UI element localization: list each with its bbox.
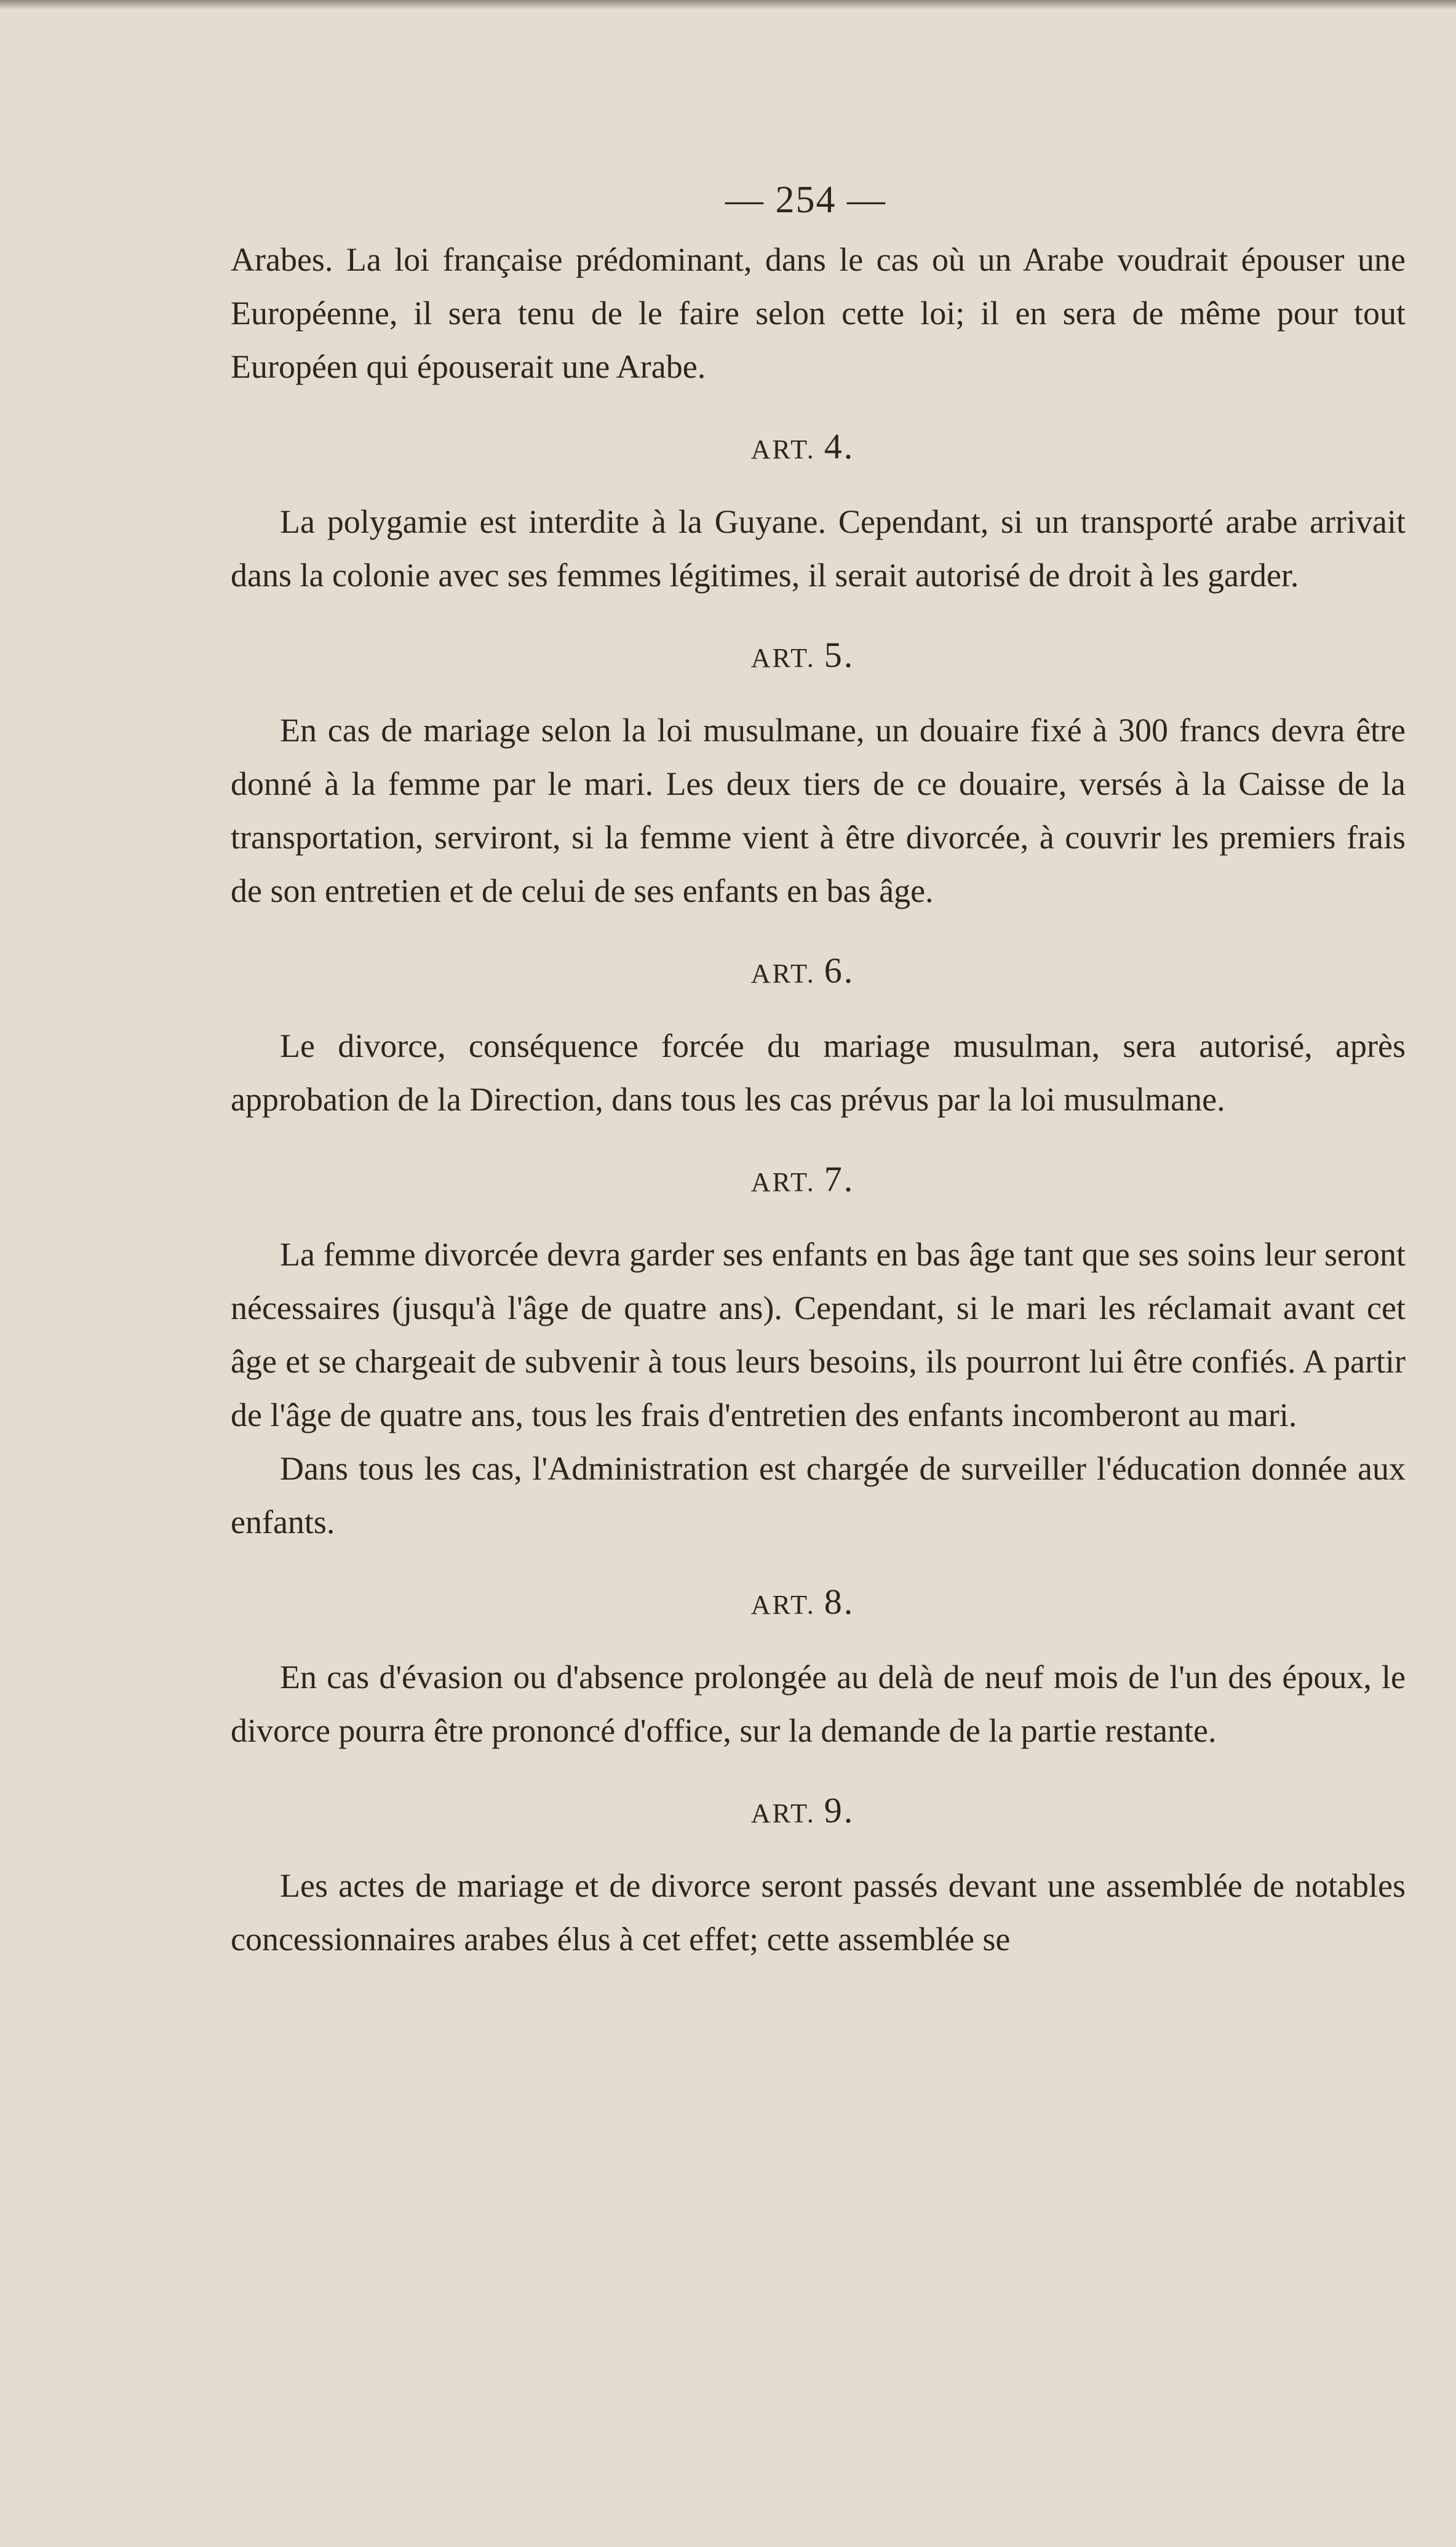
article-heading-5	[231, 634, 1406, 676]
article-7-text: La femme divorcée devra garder ses enfants en bas âge tant que ses soins leur seront nécessaires (jusqu'à l'âge de quatre ans). Cependant, si le mari les réclamait avant cet âge et se chargeait de subvenir à tous leurs besoins, ils pourront lui être confiés. A partir de l'âge de quatre ans, tous les frais d'entretien des enfants incomberont au mari.	[231, 1236, 1406, 1433]
article-5-text: En cas de mariage selon la loi musulmane, un douaire fixé à 300 francs devra être donné à la femme par le mari. Les deux tiers de ce douaire, versés à la Caisse de la transportation, serviront, si la femme vient à être divorcée, à couvrir les premiers frais de son entretien et de celui de ses enfants en bas âge.	[231, 712, 1406, 909]
article-heading-4	[231, 426, 1406, 467]
article-number: 5.	[824, 635, 855, 675]
article-6-text: Le divorce, conséquence forcée du mariage musulman, sera autorisé, après approbation de la Direction, dans tous les cas prévus par la loi musulmane.	[231, 1027, 1406, 1118]
page-number: — 254 —	[725, 179, 886, 221]
article-number: 8.	[824, 1582, 855, 1622]
article-number: 9.	[824, 1790, 855, 1830]
article-heading-7	[231, 1158, 1406, 1200]
article-number: 7.	[824, 1159, 855, 1199]
article-heading-9	[231, 1790, 1406, 1831]
article-label: ART.	[750, 959, 816, 989]
article-number: 4.	[824, 426, 855, 466]
paragraph-continuation: Arabes. La loi française prédominant, dans le cas où un Arabe voudrait épouser une Européenne, il sera tenu de le faire selon cette loi; il en sera de même pour tout Européen qui épouserait une Arabe.	[231, 241, 1406, 385]
article-label: ART.	[750, 1798, 816, 1828]
page-edge-shadow	[0, 0, 1456, 9]
article-heading-6	[231, 950, 1406, 991]
article-number: 6.	[824, 951, 855, 990]
article-label: ART.	[750, 434, 816, 464]
article-label: ART.	[750, 643, 816, 673]
article-4-text: La polygamie est interdite à la Guyane. Cependant, si un transporté arabe arrivait dans la colonie avec ses femmes légitimes, il serait autorisé de droit à les garder.	[231, 503, 1406, 594]
article-heading-8	[231, 1581, 1406, 1622]
article-7-text-continued: Dans tous les cas, l'Administration est chargée de surveiller l'éducation donnée aux enfants.	[231, 1450, 1406, 1541]
article-label: ART.	[750, 1167, 816, 1197]
article-label: ART.	[750, 1590, 816, 1620]
book-page	[231, 178, 1406, 1966]
article-8-text: En cas d'évasion ou d'absence prolongée au delà de neuf mois de l'un des époux, le divorce pourra être prononcé d'office, sur la demande de la partie restante.	[231, 1659, 1406, 1749]
article-9-text: Les actes de mariage et de divorce seront passés devant une assemblée de notables concessionnaires arabes élus à cet effet; cette assemblée se	[231, 1867, 1406, 1958]
